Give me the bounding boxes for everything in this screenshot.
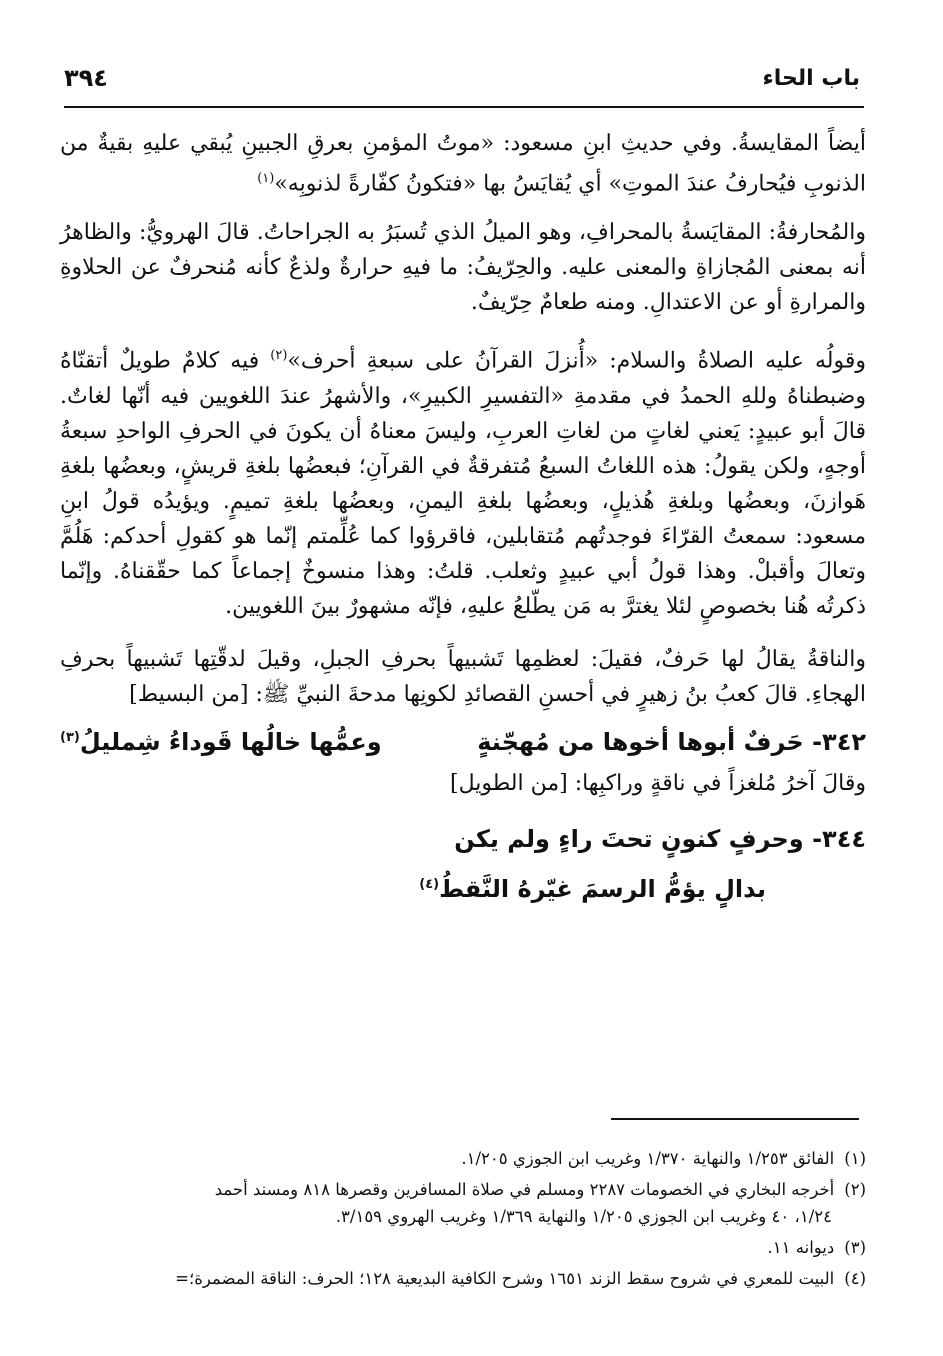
paragraph-3: وقولُه عليه الصلاةُ والسلام: «أُنزلَ القرآنُ على سبعةِ أحرف»$^{(٢)}$ فيه كلامٌ طويلٌ أتقنّاهُ وضبطناهُ وللهِ الحمدُ في مقدمةِ «التفسيرِ الكبيرِ»، والأشهرُ عندَ اللغويين فيه أنّها لغاتٌ. قالَ أبو عبيدٍ: يَعني لغاتٍ من لغاتِ العربِ، وليسَ معناهُ أن يكونَ في الحرفِ الواحدِ سبعةُ أوجهٍ، ولكن يقولُ: هذه اللغاتُ السبعُ مُتفرقةٌ في القرآنِ؛ فبعضُها بلغةِ قريشٍ، وبعضُها بلغةِ هَوازنَ، وبعضُها وبلغةِ هُذيلٍ، وبعضُها بلغةِ اليمنِ، وبعضُها بلغةِ تميمٍ. ويؤيدُه قولُ ابنِ مسعود: سمعتُ القرّاءَ فوجدتُهم مُتقابلين، فاقرؤوا كما عُلِّمتم إنّما هو كقولِ أحدكم: هَلُمَّ وتعالَ وأقبلْ. وهذا قولُ أبي عبيدٍ وثعلب. قلتُ: وهذا منسوخٌ إجماعاً كما حقّقناهُ. وإنّما ذكرتُه هُنا بخصوصٍ لئلا يغترَّ به مَن يطّلعُ عليهِ، فإنّه مشهورٌ بينَ اللغويين. xyxy=(60,348,866,619)
verse-344-line-2: بدالٍ يؤمُّ الرسمَ غيّرهُ النَّقطُ$^{(٤)}$ xyxy=(419,874,766,903)
footnote-1 xyxy=(62,1145,866,1172)
footnote-text: ديوانه ١١. xyxy=(767,1238,835,1257)
paragraph-4: والناقةُ يقالُ لها حَرفٌ، فقيلَ: لعظمِها تَشبيهاً بحرفِ الجبلِ، وقيلَ لدقّتِها تَشبيهاً بحرفِ الهجاءِ. قالَ كعبُ بنُ زهيرٍ في أحسنِ القصائدِ لكونِها مدحةَ النبيِّ ﷺ: [من البسيط] xyxy=(60,646,866,707)
footnotes xyxy=(62,1145,866,1296)
verse-344-line-1: ٣٤٤- وحرفٍ كنونٍ تحتَ راءٍ ولم يكن xyxy=(454,824,866,853)
footnote-ref-3: (٣) xyxy=(60,729,80,745)
verse-342-number: ٣٤٢- xyxy=(812,727,866,756)
footnote-2 xyxy=(62,1176,866,1230)
footnote-number: (١) xyxy=(844,1149,866,1168)
footnote-continuation: ١/٢٤، ٤٠ وغريب ابن الجوزي ١/٢٠٥ والنهاية ١/٣٦٩ وغريب الهروي ٣/١٥٩. xyxy=(335,1207,832,1226)
header-rule xyxy=(64,106,864,108)
footnote-number: (٢) xyxy=(844,1180,866,1199)
footnote-number: (٤) xyxy=(844,1269,866,1288)
footnote-ref-2: (٢) xyxy=(270,348,288,364)
footnote-ref-4: (٤) xyxy=(419,876,440,892)
footnote-ref-1: (١) xyxy=(257,171,275,186)
chapter-title: باب الحاء xyxy=(762,65,860,91)
main-text xyxy=(60,126,866,909)
verse-344-number: ٣٤٤- xyxy=(812,824,866,853)
verse-344-intro: وقالَ آخرُ مُلغزاً في ناقةٍ وراكبِها: [من الطويل] xyxy=(450,770,866,796)
page-number: ٣٩٤ xyxy=(64,64,108,92)
running-header xyxy=(64,58,860,98)
verse-342-first-hemistich: ٣٤٢- حَرفٌ أبوها أخوها من مُهجّنةٍ xyxy=(477,727,866,756)
footnote-text: الفائق ١/٢٥٣ والنهاية ١/٣٧٠ وغريب ابن الجوزي ١/٢٠٥. xyxy=(461,1149,835,1168)
footnote-number: (٣) xyxy=(844,1238,866,1257)
paragraph-1: أيضاً المقايسةُ. وفي حديثِ ابنِ مسعود: «موتُ المؤمنِ بعرقِ الجبينِ يُبقي عليهِ بقيةٌ من الذنوبِ فيُحارفُ عندَ الموتِ» أي يُقايَسُ بها «فتكونُ كفّارةً لذنوبِه»$^{(١)}$ xyxy=(60,131,866,197)
verse-342 xyxy=(60,718,866,762)
footnote-3 xyxy=(62,1234,866,1261)
paragraph-2: والمُحارفةُ: المقايَسةُ بالمحرافِ، وهو الميلُ الذي تُسبَرُ به الجراحاتُ. قالَ الهرويُّ: والظاهرُ أنه بمعنى المُجازاةِ والمعنى عليه. والحِرّيفُ: ما فيهِ حرارةٌ ولذعٌ كأنه مُنحرفٌ عن الحلاوةِ والمرارةِ أو عن الاعتدالِ. ومنه طعامٌ حِرّيفٌ. xyxy=(60,220,866,316)
footnote-text: البيت للمعري في شروح سقط الزند ١٦٥١ وشرح الكافية البديعية ١٢٨؛ الحرف: الناقة المضمرة؛= xyxy=(175,1269,835,1288)
verse-342-second-hemistich: وعمُّها خالُها قَوداءُ شِمليلُ$^{(٣)}$ xyxy=(60,727,382,756)
footnote-4 xyxy=(62,1265,866,1292)
footnote-rule xyxy=(611,1118,859,1120)
footnote-text: أخرجه البخاري في الخصومات ٢٢٨٧ ومسلم في صلاة المسافرين وقصرها ٨١٨ ومسند أحمد xyxy=(214,1180,835,1199)
